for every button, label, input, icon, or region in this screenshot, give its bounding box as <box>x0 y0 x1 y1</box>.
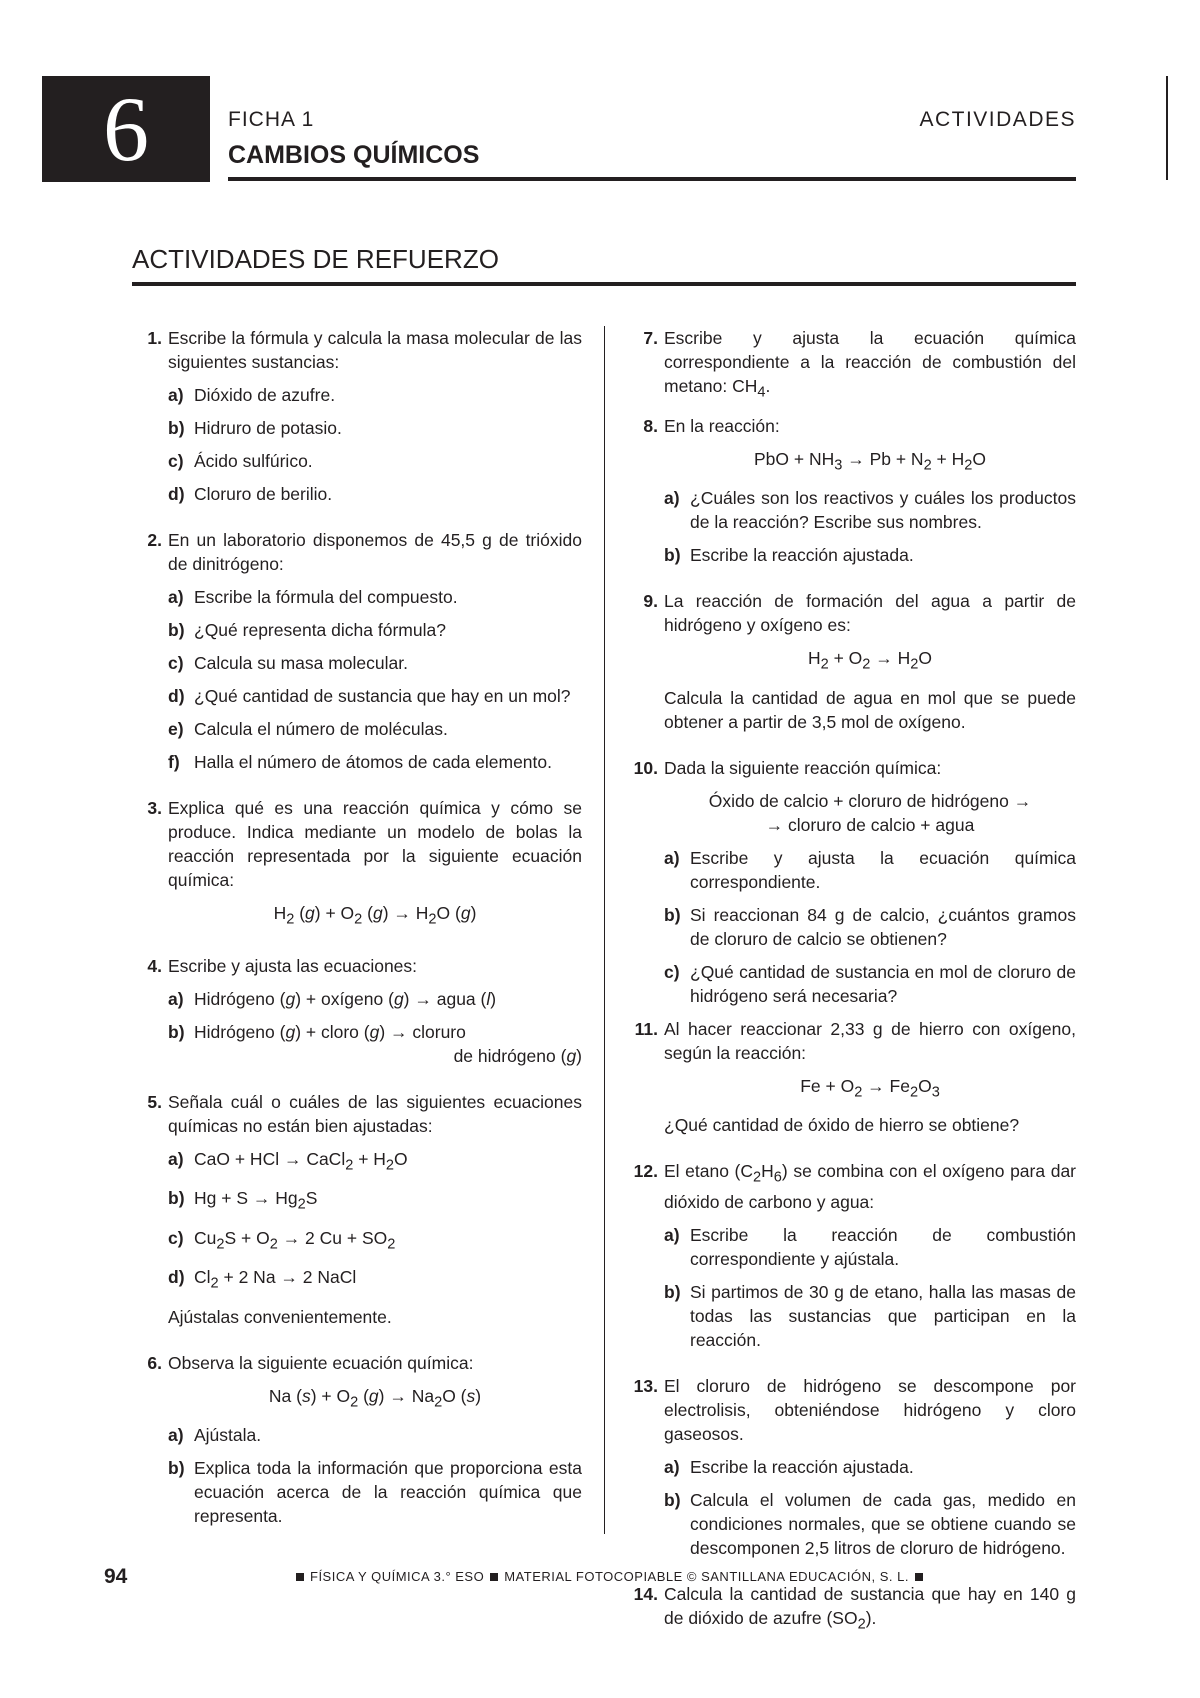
question-4 <box>132 954 582 1068</box>
subquestion-b: b) Hidruro de potasio. <box>168 418 342 438</box>
subquestion-c: c) $Cu_2S + O_2 \to 2$ $Cu + SO_2$ <box>168 1227 396 1252</box>
question-8 <box>628 414 1076 568</box>
subquestion-a: a) Escribe la fórmula del compuesto. <box>168 587 458 607</box>
question-13 <box>628 1374 1076 1560</box>
question-number: 7. <box>643 328 658 348</box>
question-number: 1. <box>147 328 162 348</box>
question-12 <box>628 1159 1076 1352</box>
subquestion-a: a) Escribe la reacción ajustada. <box>664 1456 914 1477</box>
question-text: Al hacer reaccionar 2,33 g de hierro con oxígeno, según la reacción: <box>664 1018 1076 1063</box>
question-number: 4. <box>147 955 162 976</box>
unit-number-box <box>42 76 210 182</box>
subquestion-a: a) Dióxido de azufre. <box>168 385 336 405</box>
question-note: Ajústalas convenientemente. <box>168 1306 392 1327</box>
subquestion-a: a) ¿Cuáles son los reactivos y cuáles los productos de la reacción? Escribe sus nombres. <box>664 488 1076 532</box>
subquestion-e: e) Calcula el número de moléculas. <box>168 719 448 739</box>
subquestion-a: a) CaO + HCl → CaCl$_2$ + $H_2O$ <box>168 1148 408 1173</box>
subquestion-a: a) Escribe la reacción de combustión correspondiente y ajústala. <box>664 1224 1076 1269</box>
question-number: 3. <box>147 798 162 818</box>
subquestion-a: a) Hidrógeno (g) + oxígeno (g) → agua (l) <box>168 988 497 1009</box>
question-number: 11. <box>634 1018 658 1039</box>
ficha-label: FICHA 1 <box>228 108 315 131</box>
equation: $Fe + O_2 \to Fe_2O_3$ <box>800 1075 940 1100</box>
subquestion-f: f) Halla el número de átomos de cada elemento. <box>168 752 552 772</box>
question-number: 8. <box>643 415 658 436</box>
margin-bar <box>1166 76 1168 180</box>
question-text: Dada la siguiente reacción química: <box>664 757 942 778</box>
question-text: Escribe la fórmula y calcula la masa molecular de las siguientes sustancias: <box>168 328 582 372</box>
subquestion-a: a) Ajústala. <box>168 1425 262 1445</box>
footer-text: FÍSICA Y QUÍMICA 3.° ESO MATERIAL FOTOCOPIABLE © SANTILLANA EDUCACIÓN, S. L. <box>290 1569 929 1584</box>
question-6 <box>132 1351 582 1529</box>
question-text: El cloruro de hidrógeno se descompone por electrolisis, obteniéndose hidrógeno y cloro gaseosos. <box>664 1375 1076 1444</box>
page-number: 94 <box>104 1565 128 1588</box>
question-1 <box>132 326 582 506</box>
question-text: En un laboratorio disponemos de 45,5 g de trióxido de dinitrógeno: <box>168 530 582 574</box>
subquestion-d: d) Cloruro de berilio. <box>168 484 333 504</box>
question-text: Señala cuál o cuáles de las siguientes ecuaciones químicas no están bien ajustadas: <box>168 1091 582 1136</box>
question-text: En la reacción: <box>664 415 780 436</box>
right-column <box>628 326 1076 1658</box>
equation: PbO + $NH_3 \to Pb + N_2 + H_2O$ <box>753 448 986 473</box>
left-column <box>132 326 582 1550</box>
question-text: El etano $(C_2H_6)$ se combina con el oxígeno para dar dióxido de carbono y agua: <box>664 1161 1077 1212</box>
subquestion-b: b) Si reaccionan 84 g de calcio, ¿cuántos gramos de cloruro de calcio se obtienen? <box>664 904 1076 949</box>
question-10 <box>628 756 1076 1008</box>
subquestion-a: a) Escribe y ajusta la ecuación química correspondiente. <box>664 847 1076 892</box>
question-text: Explica qué es una reacción química y cómo se produce. Indica mediante un modelo de bolas la reacción representada por la siguiente ecuación química: <box>168 798 582 890</box>
question-7 <box>628 326 1076 405</box>
header-rule <box>228 177 1076 181</box>
question-11 <box>628 1017 1076 1138</box>
subquestion-b: b) Si partimos de 30 g de etano, halla las masas de todas las sustancias que participan en la reacción. <box>664 1281 1076 1350</box>
section-type-label: ACTIVIDADES <box>919 108 1076 131</box>
page-title: CAMBIOS QUÍMICOS <box>228 141 480 169</box>
question-number: 2. <box>147 530 162 550</box>
subquestion-b: b) Hidrógeno (g) + cloro (g) → cloruro de hidrógeno (g) <box>168 1021 582 1066</box>
equation: $H_2$ $(g) + O_2$ $(g) \to H_2O$ (g) <box>273 903 477 928</box>
question-3 <box>132 796 582 932</box>
subquestion-b: b) ¿Qué representa dicha fórmula? <box>168 620 446 640</box>
subquestion-c: c) Ácido sulfúrico. <box>168 451 313 471</box>
question-text: Escribe y ajusta las ecuaciones: <box>168 955 418 976</box>
question-text: Escribe y ajusta la ecuación química correspondiente a la reacción de combustión del metano: $CH_4$. <box>664 328 1076 401</box>
section-title: ACTIVIDADES DE REFUERZO <box>132 244 499 274</box>
question-text: La reacción de formación del agua a partir de hidrógeno y oxígeno es: <box>664 591 1076 635</box>
question-number: 9. <box>643 591 658 611</box>
question-number: 12. <box>633 1161 658 1181</box>
column-divider <box>604 326 605 1534</box>
question-number: 14. <box>633 1583 658 1604</box>
question-text: Observa la siguiente ecuación química: <box>168 1352 474 1373</box>
subquestion-b: b) Calcula el volumen de cada gas, medido en condiciones normales, que se obtiene cuando se descomponen 2,5 litros de cloruro de hidrógeno. <box>664 1489 1076 1558</box>
subquestion-c: c) Calcula su masa molecular. <box>168 653 408 673</box>
subquestion-d: d) $Cl_2 + 2$ Na → 2 NaCl <box>168 1267 357 1292</box>
subquestion-c: c) ¿Qué cantidad de sustancia en mol de cloruro de hidrógeno será necesaria? <box>664 961 1076 1006</box>
unit-number: 6 <box>103 78 149 180</box>
question-5 <box>132 1090 582 1329</box>
subquestion-d: d) ¿Qué cantidad de sustancia que hay en un mol? <box>168 686 571 706</box>
equation: Na $(s) + O_2$ $(g) \to Na_2O$ (s) <box>268 1385 482 1410</box>
square-bullet-icon <box>296 1573 304 1581</box>
question-number: 10. <box>633 757 658 778</box>
section-rule <box>132 282 1076 286</box>
question-14 <box>628 1582 1076 1637</box>
equation-line-2: → cloruro de calcio + agua <box>765 814 975 835</box>
question-text: Calcula la cantidad de sustancia que hay en 140 g de dióxido de azufre $(SO_2)$. <box>664 1583 1076 1632</box>
equation-line-1: Óxido de calcio + cloruro de hidrógeno → <box>708 790 1032 811</box>
square-bullet-icon <box>915 1573 923 1581</box>
question-note: Calcula la cantidad de agua en mol que se puede obtener a partir de 3,5 mol de oxígeno. <box>664 687 1076 732</box>
question-number: 6. <box>147 1352 162 1373</box>
subquestion-b: b) $Hg + S \to Hg_2S$ <box>168 1188 318 1213</box>
question-number: 5. <box>147 1091 162 1112</box>
square-bullet-icon <box>490 1573 498 1581</box>
equation: $H_2 + O_2 \to H_2O$ <box>807 648 933 673</box>
subquestion-b: b) Explica toda la información que proporciona esta ecuación acerca de la reacción química que representa. <box>168 1458 582 1526</box>
question-9 <box>628 589 1076 734</box>
question-note: ¿Qué cantidad de óxido de hierro se obtiene? <box>664 1115 1020 1135</box>
question-2 <box>132 528 582 774</box>
question-number: 13. <box>633 1375 658 1396</box>
subquestion-b: b) Escribe la reacción ajustada. <box>664 545 914 565</box>
